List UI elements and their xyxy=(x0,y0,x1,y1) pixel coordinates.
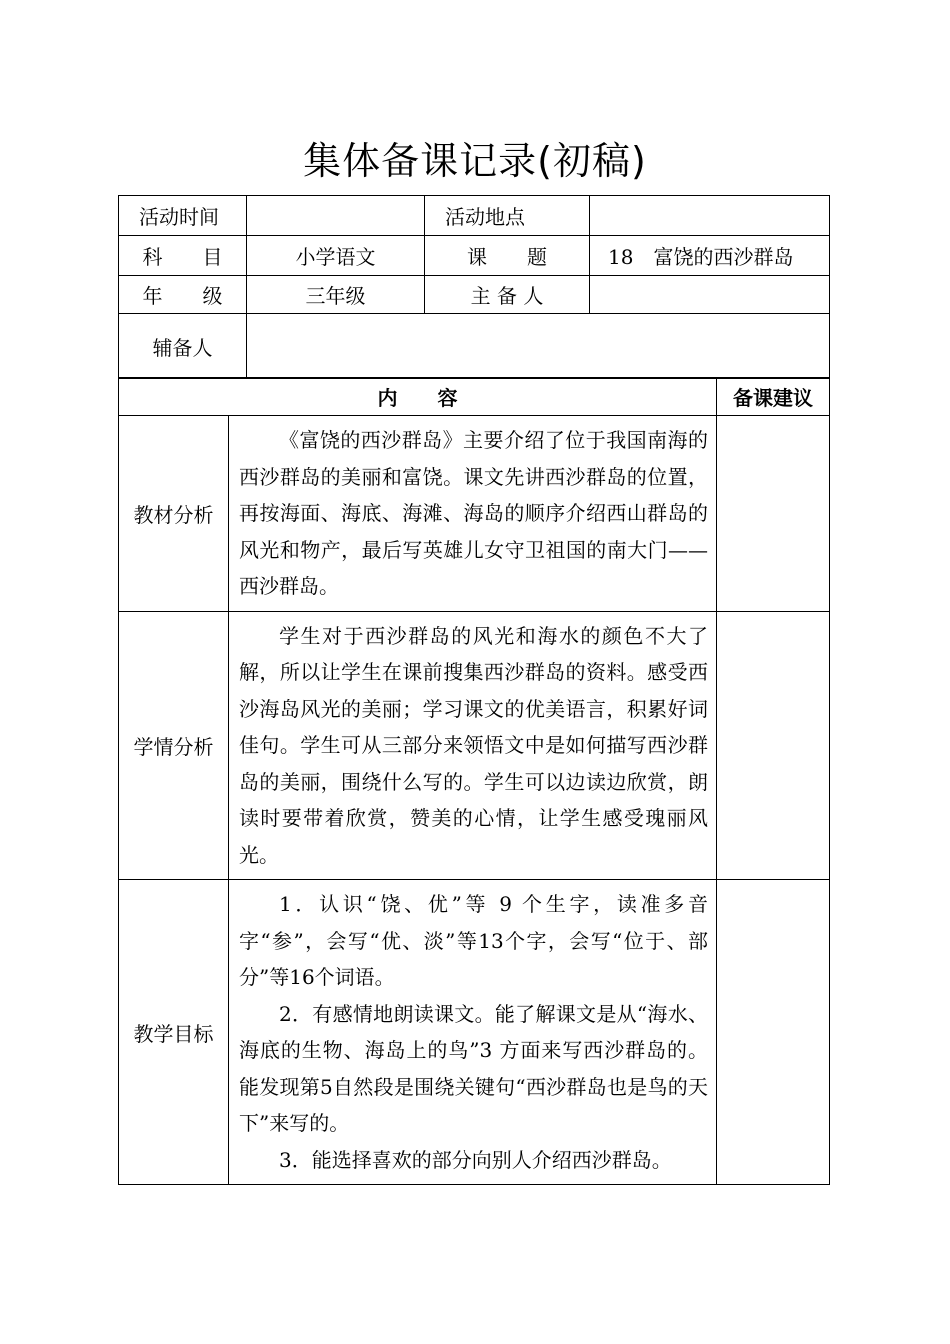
info-table xyxy=(118,195,830,379)
section-label-students: 学情分析 xyxy=(119,611,229,880)
topic-value[interactable]: 18 富饶的西沙群岛 xyxy=(590,236,830,276)
info-row-grade xyxy=(119,276,830,314)
section-suggest-students[interactable] xyxy=(717,611,830,880)
suggest-header: 备课建议 xyxy=(717,378,830,416)
section-body-textbook[interactable] xyxy=(229,416,717,612)
info-row-subject xyxy=(119,236,830,276)
lead-value[interactable] xyxy=(590,276,830,314)
section-label-goals: 教学目标 xyxy=(119,880,229,1185)
content-header: 内 容 xyxy=(119,378,717,416)
info-row-time xyxy=(119,196,830,236)
goal-item-1: 1．认识“饶、优”等 9 个生字，读准多音字“参”，会写“优、淡”等13个字，会写“位于、部分”等16个词语。 xyxy=(239,892,708,989)
section-row-students xyxy=(119,611,830,880)
time-label: 活动时间 xyxy=(119,196,247,236)
section-body-goals[interactable] xyxy=(229,880,717,1185)
goal-item-3: 3．能选择喜欢的部分向别人介绍西沙群岛。 xyxy=(279,1147,672,1172)
section-label-textbook: 教材分析 xyxy=(119,416,229,612)
place-value[interactable] xyxy=(590,196,830,236)
section-body-students[interactable] xyxy=(229,611,717,880)
section-suggest-goals[interactable] xyxy=(717,880,830,1185)
place-label: 活动地点 xyxy=(425,196,590,236)
subject-value[interactable]: 小学语文 xyxy=(247,236,425,276)
section-paragraph: 学生对于西沙群岛的风光和海水的颜色不大了解，所以让学生在课前搜集西沙群岛的资料。感受西沙海岛风光的美丽；学习课文的优美语言，积累好词佳句。学生可从三部分来领悟文中是如何描写西沙群岛的美丽，围绕什么写的。学生可以边读边欣赏，朗读时要带着欣赏，赞美的心情，让学生感受瑰丽风光。 xyxy=(239,623,708,867)
content-table xyxy=(118,377,830,1185)
section-row-textbook xyxy=(119,416,830,612)
content-header-row xyxy=(119,378,830,416)
grade-label: 年 级 xyxy=(119,276,247,314)
assist-label: 辅备人 xyxy=(119,314,247,379)
topic-label: 课 题 xyxy=(425,236,590,276)
assist-value[interactable] xyxy=(247,314,830,379)
grade-value[interactable]: 三年级 xyxy=(247,276,425,314)
page-title: 集体备课记录(初稿) xyxy=(303,139,647,183)
section-row-goals xyxy=(119,880,830,1185)
subject-label: 科 目 xyxy=(119,236,247,276)
info-row-assist xyxy=(119,314,830,379)
goal-item-2: 2．有感情地朗读课文。能了解课文是从“海水、海底的生物、海岛上的鸟”3 方面来写西沙群岛的。能发现第5自然段是围绕关键句“西沙群岛也是鸟的天下”来写的。 xyxy=(239,1001,708,1135)
section-paragraph: 《富饶的西沙群岛》主要介绍了位于我国南海的西沙群岛的美丽和富饶。课文先讲西沙群岛的位置，再按海面、海底、海滩、海岛的顺序介绍西山群岛的风光和物产，最后写英雄儿女守卫祖国的南大门——西沙群岛。 xyxy=(239,428,708,598)
lead-label: 主 备 人 xyxy=(425,276,590,314)
time-value[interactable] xyxy=(247,196,425,236)
section-suggest-textbook[interactable] xyxy=(717,416,830,612)
